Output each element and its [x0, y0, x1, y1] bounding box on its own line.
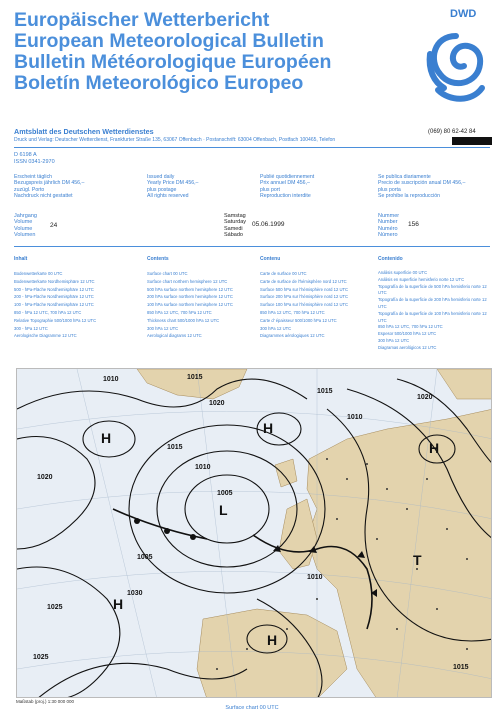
- contents-item: Bodenwetterkarte Nordhemisphäre 12 UTC: [14, 278, 95, 284]
- number-label: Number: [378, 219, 398, 226]
- isobar-label: 1020: [417, 394, 433, 401]
- contents-item: Análisis superficie 00 UTC: [378, 270, 428, 275]
- contents-item: Aerological diagrams 12 UTC: [147, 333, 202, 339]
- freq-es-line: Precio de suscripción anual DM 456,–: [378, 180, 466, 187]
- divider: [14, 147, 490, 148]
- contents-item: 500 hPa surface northern hemisphere 12 UTC: [147, 286, 233, 292]
- map-scale: Maßstab (proj.) 1:30 000 000: [16, 699, 75, 704]
- publisher-phone: (069) 80 62-42 84: [428, 129, 476, 135]
- isobar-label: 1030: [127, 590, 143, 597]
- contents-item: 850 hPa 12 UTC, 700 hPa 12 UTC: [260, 309, 325, 315]
- pressure-center-label: T: [413, 552, 422, 568]
- frequency-de: [14, 174, 84, 199]
- contents-item: 200 - hPa-Fläche Nordhemisphäre 12 UTC: [14, 294, 94, 300]
- contents-item: Surface chart northern hemisphere 12 UTC: [147, 278, 228, 284]
- title-es: Boletín Meteorológico Europeo: [14, 72, 304, 94]
- freq-fr-line: plus port: [260, 186, 280, 193]
- pressure-center-label: H: [267, 632, 278, 648]
- freq-en-line: Issued daily: [147, 174, 175, 180]
- isobar-label: 1015: [167, 444, 183, 451]
- contents-item: 100 - hPa-Fläche Nordhemisphäre 12 UTC: [14, 302, 94, 308]
- freq-de-line: Bezugspreis jährlich DM 456,–: [14, 180, 85, 187]
- isobar-label: 1005: [217, 490, 233, 497]
- surface-chart-map: [16, 368, 492, 698]
- contents-item: Surface 100 hPa sur l'hémisphère nord 12 UTC: [260, 302, 349, 308]
- contents-de: [14, 270, 142, 340]
- frequency-en: [147, 174, 198, 199]
- contents-item: 850 hPa 12 UTC, 700 hPa 12 UTC: [147, 309, 212, 315]
- title-en: European Meteorological Bulletin: [14, 30, 324, 52]
- map-caption: Surface chart 00 UTC: [225, 705, 279, 711]
- contents-head-en: Contents: [147, 256, 169, 262]
- freq-de-line: Nachdruck nicht gestattet: [14, 192, 73, 199]
- title-de: Europäischer Wetterbericht: [14, 9, 270, 31]
- freq-es-line: plus porta: [378, 186, 401, 193]
- title-block: [14, 10, 414, 94]
- pressure-center-label: H: [429, 440, 440, 456]
- contents-item: Topografía de la superficie de 500 hPa hemisferio norte 12 UTC: [378, 283, 487, 296]
- number-value: 156: [408, 221, 419, 228]
- frequency-es: [378, 174, 465, 199]
- publisher-name: Amtsblatt des Deutschen Wetterdienstes: [14, 127, 154, 136]
- freq-en-line: All rights reserved: [147, 192, 189, 199]
- contents-item: Surface 200 hPa sur l'hémisphère nord 12 UTC: [260, 294, 349, 300]
- contents-item: 100 hPa surface northern hemisphere 12 UTC: [147, 302, 233, 308]
- contents-item: Espesor 500/1000 hPa 12 UTC: [378, 331, 437, 337]
- contents-item: Thickness chart 500/1000 hPa 12 UTC: [147, 317, 220, 323]
- volume-label: Volume: [14, 219, 33, 226]
- isobar-label: 1020: [37, 474, 53, 481]
- volume-label: Volumen: [14, 231, 36, 238]
- divider: [14, 246, 490, 247]
- freq-fr-line: Reproduction interdite: [260, 192, 311, 199]
- freq-es-line: Se publica diariamente: [378, 174, 431, 180]
- day-label: Samstag: [224, 213, 246, 219]
- day-labels: [224, 213, 246, 238]
- isobar-label: 1010: [307, 574, 323, 581]
- dwd-logo-icon: [420, 14, 492, 110]
- contents-item: 300 - hPa 12 UTC: [14, 325, 48, 331]
- day-label: Sábado: [224, 231, 243, 238]
- volume-value: 24: [50, 222, 58, 229]
- dwd-logo-text: DWD: [450, 8, 477, 20]
- volume-label: Volume: [14, 225, 33, 232]
- contents-item: Topografía de la superficie de 100 hPa hemisferio norte 12 UTC: [378, 310, 487, 323]
- pressure-center-label: H: [101, 430, 112, 446]
- contents-item: 850 hPa 12 UTC, 700 hPa 12 UTC: [378, 324, 443, 330]
- frequency-fr: [260, 174, 314, 199]
- contents-item: Análisis en superficie hemisferio norte 12 UTC: [378, 276, 465, 282]
- identifiers: [14, 152, 55, 166]
- number-labels: [378, 213, 399, 238]
- isobar-label: 1010: [195, 464, 211, 471]
- contents-item: Bodenwetterkarte 00 UTC: [14, 271, 63, 276]
- pressure-center-label: L: [219, 502, 228, 518]
- contents-es: [378, 270, 490, 352]
- freq-fr-line: Prix annuel DM 456,–: [260, 180, 310, 187]
- volume-labels: [14, 213, 37, 238]
- contents-item: Surface chart 00 UTC: [147, 271, 188, 276]
- freq-de-line: zuzügl. Porto: [14, 186, 45, 193]
- contents-item: 850 - hPa 12 UTC, 700 hPa 12 UTC: [14, 309, 82, 315]
- contents-item: Topografía de la superficie de 200 hPa hemisferio norte 12 UTC: [378, 297, 487, 309]
- contents-en: [147, 270, 257, 340]
- day-label: Saturday: [224, 219, 247, 226]
- volume-label: Jahrgang: [14, 213, 37, 219]
- contents-item: Relative Topographie 500/1000 hPa 12 UTC: [14, 317, 97, 323]
- number-label: Numéro: [378, 225, 398, 232]
- isobar-label: 1010: [347, 414, 363, 421]
- isobar-label: 1020: [209, 400, 225, 407]
- contents-item: 200 hPa surface northern hemisphere 12 UTC: [147, 294, 233, 300]
- contents-item: Carte de surface 00 UTC: [260, 271, 307, 276]
- contents-fr: [260, 270, 375, 340]
- contents-item: Aerologische Diagramme 12 UTC: [14, 333, 77, 339]
- pressure-center-label: H: [263, 420, 274, 436]
- contents-item: Diagrammes aérologiques 12 UTC: [260, 333, 325, 339]
- contents-item: Carte de surface de l'hémisphère nord 12 UTC: [260, 278, 347, 284]
- contents-item: Surface 500 hPa sur l'hémisphère nord 12 UTC: [260, 286, 349, 292]
- isobar-label: 1010: [103, 376, 119, 383]
- contents-item: 300 hPa 12 UTC: [378, 337, 410, 343]
- contents-item: Carte d' épaisseur 500/1000 hPa 12 UTC: [260, 317, 337, 323]
- isobar-label: 1015: [317, 388, 333, 395]
- day-label: Samedi: [224, 225, 243, 232]
- number-label: Nummer: [378, 213, 400, 219]
- contents-item: 300 hPa 12 UTC: [147, 325, 179, 331]
- contents-item: Diagramas aerológicos 12 UTC: [378, 344, 437, 350]
- ident-d: D 6198 A: [14, 152, 37, 158]
- contents-head-es: Contenido: [378, 256, 403, 262]
- freq-de-line: Erscheint täglich: [14, 174, 53, 180]
- contents-head-fr: Contenu: [260, 256, 281, 262]
- isobar-label: 1005: [137, 554, 153, 561]
- contents-head-de: Inhalt: [14, 256, 28, 262]
- publisher-address: Druck und Verlag: Deutscher Wetterdienst, Frankfurter Straße 135, 63067 Offenbach · Postanschrift: 63004 Offenbach, Postfach 100465, Telefon: [14, 137, 336, 143]
- isobar-label: 1025: [47, 604, 63, 611]
- number-label: Número: [378, 231, 398, 238]
- isobar-label: 1015: [453, 664, 469, 671]
- freq-en-line: Yearly Price DM 456,–: [147, 180, 199, 187]
- freq-en-line: plus postage: [147, 186, 177, 193]
- freq-fr-line: Publié quotidiennement: [260, 174, 315, 180]
- isobar-label: 1015: [187, 374, 203, 381]
- contents-item: 300 hPa 12 UTC: [260, 325, 292, 331]
- title-fr: Bulletin Météorologique Européen: [14, 51, 332, 73]
- surface-chart-svg: [17, 369, 492, 698]
- contents-item: 500 - hPa-Fläche Nordhemisphäre 12 UTC: [14, 286, 94, 292]
- isobar-label: 1025: [33, 654, 49, 661]
- date-value: 05.06.1999: [252, 221, 285, 228]
- redacted-bar: [452, 137, 492, 145]
- pressure-center-label: H: [113, 596, 124, 612]
- ident-issn: ISSN 0341-2970: [14, 159, 55, 165]
- freq-es-line: Se prohibe la reproducción: [378, 192, 441, 199]
